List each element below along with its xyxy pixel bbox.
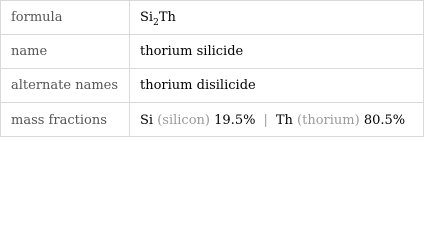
properties-table [1, 1, 423, 137]
name-value: thorium silicide [130, 35, 424, 69]
alternate-names-value: thorium disilicide [130, 69, 424, 103]
fraction-si-symbol: Si [140, 112, 154, 128]
formula-subscript: 2 [153, 18, 159, 28]
formula-si: Si [140, 10, 154, 25]
table-row-mass-fractions [1, 103, 423, 138]
table-row-name [1, 35, 423, 69]
formula-value [130, 1, 424, 35]
fraction-th-element: (thorium) [297, 112, 360, 128]
fraction-si-value: 19.5% [214, 112, 256, 128]
fraction-th-value: 80.5% [363, 112, 406, 128]
table-row-alternate-names [1, 69, 423, 103]
row-label-name: name [1, 35, 130, 69]
table-row-formula [1, 1, 423, 35]
row-label-formula: formula [1, 1, 130, 35]
fraction-si-element: (silicon) [157, 112, 210, 128]
fraction-th-symbol: Th [275, 112, 293, 128]
mass-fractions-value [130, 103, 424, 138]
row-label-mass-fractions: mass fractions [1, 103, 130, 138]
row-label-alternate-names: alternate names [1, 69, 130, 103]
fraction-separator: | [263, 112, 268, 128]
formula-th: Th [158, 10, 176, 25]
